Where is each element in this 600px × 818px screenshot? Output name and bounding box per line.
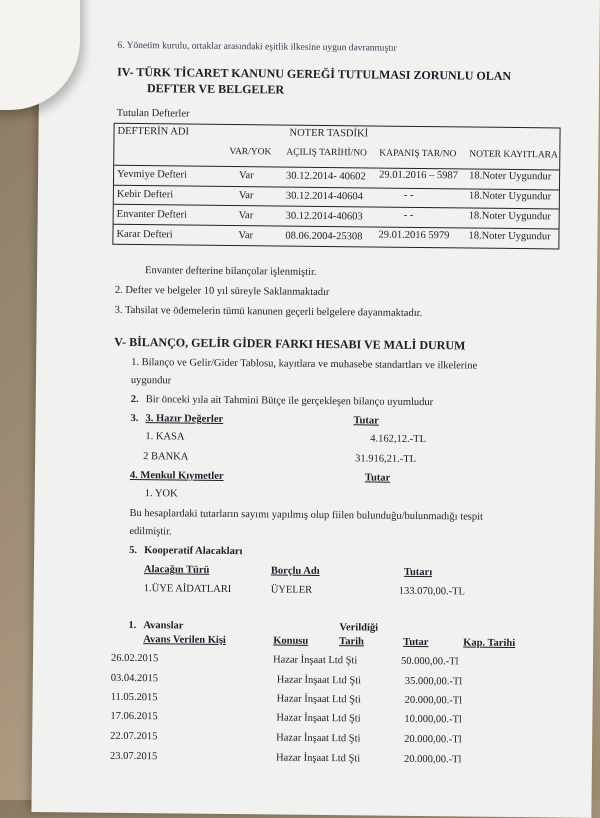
advance-subject: Hazar İnşaat Ltd Şti	[276, 712, 361, 725]
ready-value-label: 2 BANKA	[143, 451, 189, 463]
table-cell-notary: 18.Noter Uygundur	[469, 170, 552, 183]
advance-amount: 20.000,00.-Tl	[404, 733, 462, 746]
receivables-header-type: Alacağın Türü	[143, 564, 210, 576]
section5-title: V- BİLANÇO, GELİR GİDER FARKI HESABI VE MALİ DURUM	[114, 334, 466, 353]
item4-title: 4. Menkul Kıymetler	[129, 469, 224, 482]
table-cell-name: Kebir Defteri	[116, 188, 174, 201]
table-cell-notary: 18.Noter Uygundur	[468, 190, 552, 203]
advance-subject: Hazar İnşaat Ltd Şti	[276, 732, 361, 745]
receivables-debtor: ÜYELER	[270, 584, 313, 596]
advances-header-amount: Tutar	[403, 636, 429, 649]
ready-value-label: 1. KASA	[145, 431, 185, 443]
advance-amount: 20.000,00.-Tl	[404, 694, 463, 707]
advance-date: 11.05.2015	[110, 691, 158, 704]
table-cell-name: Karar Defteri	[116, 228, 173, 241]
receivables-type: 1.ÜYE AİDATLARI	[143, 583, 232, 596]
table-cell-closing: 29.01.2016 5979	[378, 229, 450, 242]
section4-title-line1: IV- TÜRK TİCARET KANUNU GEREĞİ TUTULMASI ZORUNLU OLAN	[117, 64, 512, 83]
item1-line2: uygundur	[130, 374, 172, 387]
advance-subject: Hazar İnşaat Ltd Şti	[276, 693, 361, 706]
advance-subject: Hazar İnşaat Ltd Şti	[276, 674, 362, 687]
table-cell-name: Envanter Defteri	[116, 208, 187, 221]
table-header-book-name: DEFTERİN ADI	[117, 125, 190, 138]
item4-line: 1. YOK	[144, 488, 178, 500]
advances-header-close-date: Kap. Tarihi	[463, 637, 516, 650]
receivables-header-debtor: Borçlu Adı	[270, 565, 320, 577]
advance-amount: 50.000,00.-Tl	[400, 655, 459, 668]
item2-text: Bir önceki yıla ait Tahmini Bütçe ile gerçekleşen bilanço uyumludur	[145, 394, 434, 409]
count-line1: Bu hesaplardaki tutarların sayımı yapılmış olup fiilen bulunduğu/bulunmadığı tespit	[129, 507, 484, 523]
count-line2: edilmiştir.	[129, 525, 172, 538]
table-cell-status: Var	[239, 170, 254, 182]
table-header-notary: NOTER TASDİKİ	[289, 127, 369, 140]
table-cell-status: Var	[238, 190, 254, 202]
kept-books-label: Tutulan Defterler	[116, 107, 190, 120]
advances-header-given: Verildiği	[339, 622, 379, 634]
advances-title: Avanslar	[143, 620, 184, 632]
ready-value-amount: 4.162,12.-TL	[370, 433, 427, 446]
note-inventory: Envanter defterine bilançolar işlenmiştir.	[145, 265, 317, 278]
ready-value-amount: 31.916,21.-TL	[355, 453, 417, 465]
table-cell-name: Yevmiye Defteri	[117, 168, 187, 181]
advances-header-date: Tarih	[339, 636, 364, 648]
advances-header-person: Avans Verilen Kişi	[143, 634, 226, 646]
table-cell-opening: 30.12.2014- 40602	[286, 170, 366, 183]
item3-title: 3. Hazır Değerler	[145, 413, 224, 425]
advance-date: 26.02.2015	[110, 652, 159, 665]
table-rule	[114, 224, 559, 230]
table-cell-closing: - -	[403, 209, 414, 221]
advances-header-subject: Konusu	[273, 635, 309, 647]
item3-number: 3.	[130, 412, 139, 425]
table-header-closing: KAPANIŞ TAR/NO	[379, 148, 457, 160]
advance-date: 23.07.2015	[109, 750, 158, 763]
table-cell-status: Var	[238, 230, 254, 242]
advance-date: 22.07.2015	[110, 730, 158, 743]
item1-line1: 1. Bilanço ve Gelir/Gider Tablosu, kayıtlara ve muhasebe standartları ve ilkelerine	[131, 356, 478, 372]
advance-date: 03.04.2015	[110, 672, 159, 685]
advances-number: 1.	[128, 619, 137, 632]
item2-number: 2.	[130, 393, 139, 406]
table-cell-opening: 30.12.2014-40604	[285, 190, 363, 203]
table-cell-opening: 08.06.2004-25308	[285, 230, 363, 243]
item3-amount-header: Tutar	[353, 415, 379, 427]
note-retention: 2. Defter ve belgeler 10 yıl süreyle Saklanmaktadır	[114, 284, 330, 299]
advance-subject: Hazar İnşaat Ltd Şti	[275, 752, 361, 765]
table-header-notary-records: NOTER KAYITLARA	[469, 149, 558, 161]
item5-title: Kooperatif Alacakları	[144, 545, 243, 558]
advance-amount: 10.000,00.-Tl	[404, 713, 462, 726]
table-header-status: VAR/YOK	[229, 146, 272, 158]
table-cell-closing: - -	[403, 189, 414, 201]
table-cell-closing: 29.01.2016 – 5987	[379, 169, 458, 182]
advance-amount: 20.000,00.-Tl	[403, 753, 462, 766]
section4-title-line2: DEFTER VE BELGELER	[146, 81, 285, 97]
document-page	[31, 0, 600, 818]
advance-subject: Hazar İnşaat Ltd Şti	[272, 654, 358, 667]
item4-amount-header: Tutar	[364, 472, 391, 484]
advance-amount: 35.000,00.-Tl	[404, 675, 463, 688]
table-cell-notary: 18.Noter Uygundur	[468, 210, 551, 223]
table-header-opening: AÇILIŞ TARİHİ/NO	[286, 147, 367, 159]
top-line: 6. Yönetim kurulu, ortaklar arasındaki eşitlik ilkesine uygun davranmıştır	[117, 40, 397, 54]
table-cell-status: Var	[238, 210, 254, 222]
advance-date: 17.06.2015	[110, 710, 158, 723]
table-cell-opening: 30.12.2014-40603	[285, 210, 363, 223]
table-cell-notary: 18.Noter Uygundur	[468, 230, 551, 243]
item5-number: 5.	[129, 544, 138, 557]
table-rule	[114, 185, 559, 191]
receivables-header-amount: Tutarı	[403, 566, 433, 579]
receivables-amount: 133.070,00.-TL	[398, 585, 466, 598]
note-documents: 3. Tahsilat ve ödemelerin tümü kanunen geçerli belgelere dayanmaktadır.	[114, 304, 423, 320]
books-table	[112, 123, 560, 250]
